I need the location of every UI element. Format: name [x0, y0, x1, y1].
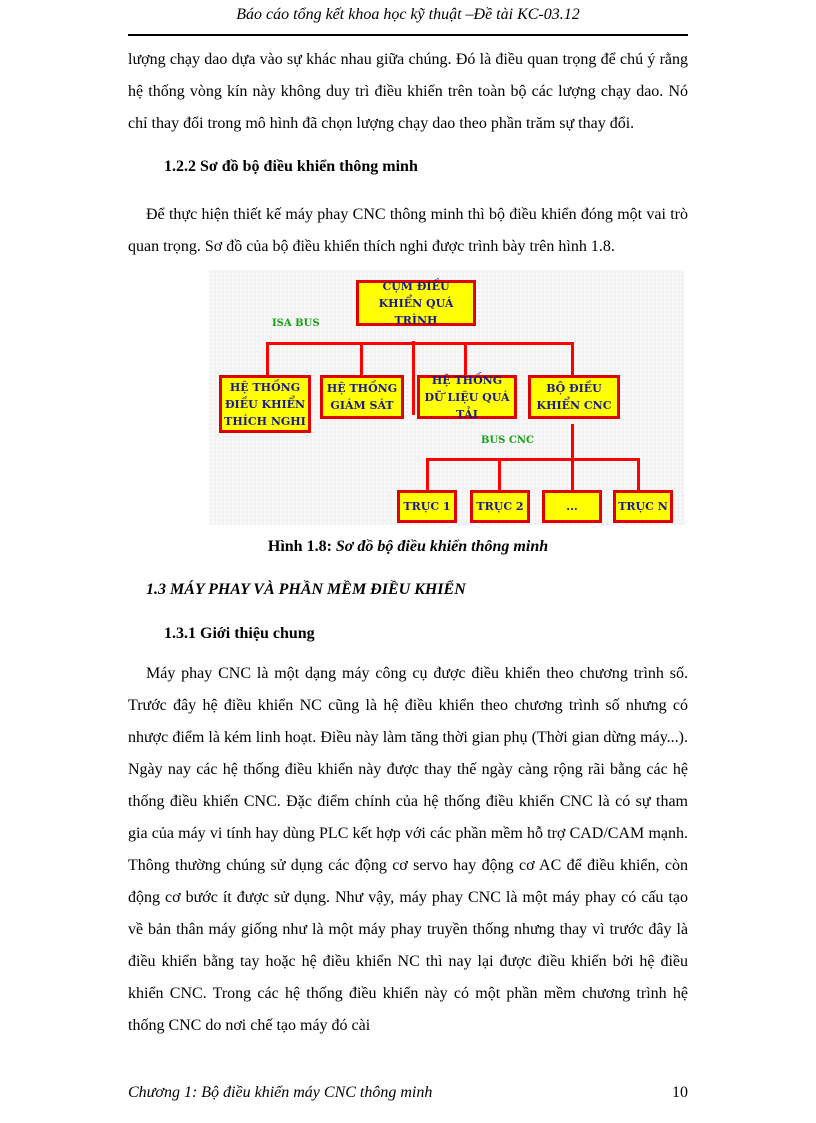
axis-1-box — [397, 490, 457, 523]
connector-line — [571, 458, 574, 490]
caption-title: Sơ đồ bộ điều khiển thông minh — [335, 538, 549, 555]
page-footer — [128, 1084, 688, 1102]
box-label: HỆ THỐNG DỮ LIỆU QUÁ TẢI — [424, 373, 510, 421]
footer-chapter: Chương 1: Bộ điều khiển máy CNC thông minh — [128, 1084, 433, 1101]
axis-2-box — [470, 490, 530, 523]
cnc-controller-box — [528, 375, 620, 419]
connector-line — [571, 424, 574, 460]
axis-n-box — [613, 490, 673, 523]
connector-line — [412, 341, 415, 415]
box-label: TRỤC N — [618, 500, 668, 513]
box-label: BỘ ĐIỀU KHIỂN CNC — [536, 382, 612, 412]
paragraph-diagram-intro — [128, 199, 688, 263]
bus-cnc-line — [426, 458, 640, 461]
box-label: TRỤC 2 — [476, 500, 524, 513]
controller-diagram — [209, 270, 684, 525]
process-control-cluster-box — [356, 280, 476, 326]
box-label: ... — [566, 500, 578, 513]
box-label: TRỤC 1 — [403, 500, 451, 513]
figure-caption — [128, 538, 688, 556]
paragraph-milling-intro — [128, 658, 688, 1042]
connector-line — [571, 342, 574, 376]
axis-ellipsis-box — [542, 490, 602, 523]
connector-line — [360, 342, 363, 376]
connector-line — [426, 458, 429, 490]
overload-data-box — [417, 375, 517, 419]
running-header: Báo cáo tổng kết khoa học kỹ thuật –Đề tài KC-03.12 — [236, 6, 580, 23]
box-label: CỤM ĐIỀU KHIỂN QUÁ TRÌNH — [378, 279, 454, 327]
connector-line — [498, 458, 501, 490]
header-rule — [128, 34, 688, 36]
paragraph-text: Để thực hiện thiết kế máy phay CNC thông minh thì bộ điều khiển đóng một vai trò quan trọng. Sơ đồ của bộ điều khiển thích nghi được trình bày trên hình 1.8. — [128, 206, 688, 255]
heading-1-3-1: 1.3.1 Giới thiệu chung — [164, 625, 315, 642]
paragraph-intro — [128, 44, 688, 140]
box-label: HỆ THỐNG ĐIỀU KHIỂN THÍCH NGHI — [224, 380, 306, 428]
heading-1-2-2: 1.2.2 Sơ đồ bộ điều khiển thông minh — [164, 158, 418, 175]
adaptive-control-box — [219, 375, 311, 433]
box-label: HỆ THỐNG GIÁM SÁT — [326, 382, 398, 412]
bus-cnc-label: BUS CNC — [481, 435, 534, 446]
isa-bus-label: ISA BUS — [272, 318, 320, 329]
connector-line — [637, 458, 640, 490]
isa-bus-line — [266, 342, 574, 345]
heading-1-3: 1.3 MÁY PHAY VÀ PHẦN MỀM ĐIỀU KHIỂN — [146, 581, 466, 598]
caption-label: Hình 1.8: — [267, 538, 332, 555]
paragraph-text: lượng chạy dao dựa vào sự khác nhau giữa chúng. Đó là điều quan trọng để chú ý rằng hệ thống vòng kín này không duy trì điều khiển trên toàn bộ các lượng chạy dao. Nó chỉ thay đổi trong mô hình đã chọn lượng chạy dao theo phần trăm sự thay đổi. — [128, 51, 688, 132]
page-number: 10 — [672, 1084, 688, 1101]
monitoring-box — [320, 375, 404, 419]
paragraph-text: Máy phay CNC là một dạng máy công cụ được điều khiển theo chương trình số. Trước đây hệ điều khiển NC cũng là hệ điều khiển theo chương trình số nhưng có nhược điểm là kém linh hoạt. Điều này làm tăng thời gian phụ (Thời gian dừng máy...). Ngày nay các hệ thống điều khiển này được thay thế ngày càng rộng rãi bằng các hệ thống điều khiển CNC. Đặc điểm chính của hệ thống điều khiển CNC là có sự tham gia của máy vi tính hay dùng PLC kết hợp với các phần mềm hỗ trợ CAD/CAM mạnh. Thông thường chúng sử dụng các động cơ servo hay động cơ AC để điều khiển, còn động cơ bước ít được sử dụng. Như vậy, máy phay CNC là một máy phay có cấu tạo về bản thân máy giống như là một máy phay truyền thống nhưng thay vì trước đây là điều khiển bằng tay hoặc hệ điều khiển NC thì nay lại được điều khiển bởi hệ điều khiển CNC. Trong các hệ thống điều khiển này có một phần mềm chương trình hệ thống CNC do nơi chế tạo máy đó cài — [128, 665, 688, 1034]
connector-line — [266, 342, 269, 376]
